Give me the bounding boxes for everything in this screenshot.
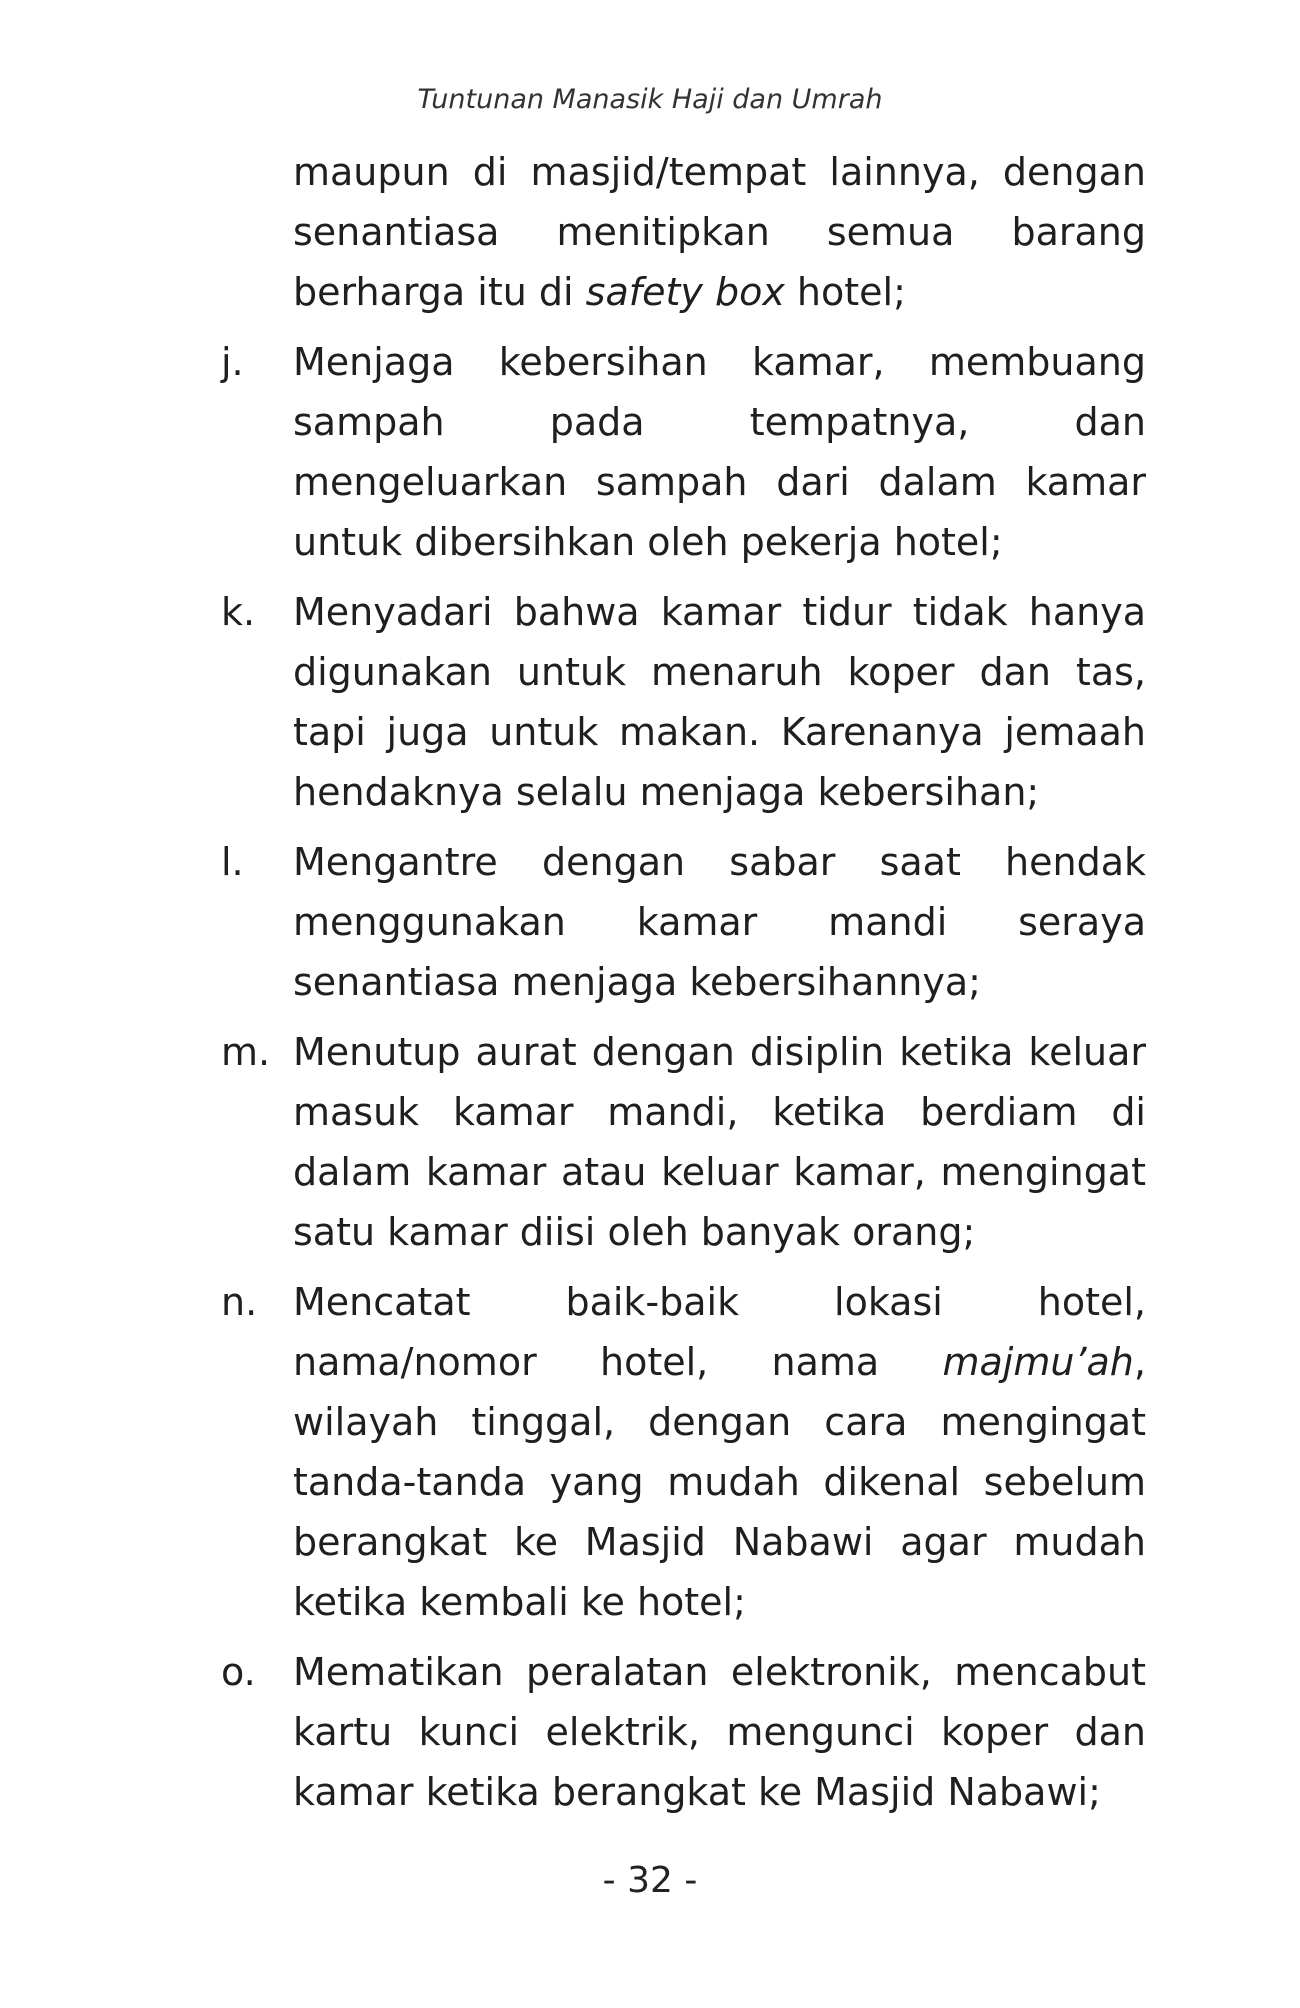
list-item-k [221,582,1146,822]
list-marker: j. [221,340,244,384]
page-number: - 32 - [602,1860,698,1901]
running-header: Tuntunan Manasik Haji dan Umrah [417,84,883,115]
list-marker: o. [221,1650,256,1694]
list-marker: n. [221,1280,258,1324]
list-item-j [221,332,1146,572]
list-item-text-end: , wilayah tinggal, dengan cara mengingat tanda-tanda yang mudah dikenal sebelum berangkat ke Masjid Nabawi agar mudah ketika kembali ke hotel; [293,1340,1146,1624]
list-item-text: Mematikan peralatan elektronik, mencabut kartu kunci elektrik, mengunci koper dan kamar ketika berangkat ke Masjid Nabawi; [293,1650,1146,1814]
intro-text-end: hotel; [784,270,906,314]
list-item-n [221,1272,1146,1632]
list-item-o [221,1642,1146,1822]
list-item-text: Mengantre dengan sabar saat hendak menggunakan kamar mandi seraya senantiasa menjaga kebersihannya; [293,840,1146,1004]
intro-italic-term: safety box [585,270,785,314]
list-item-italic-term: majmu’ah [942,1340,1134,1384]
list-item-l [221,832,1146,1012]
intro-text: maupun di masjid/tempat lainnya, dengan senantiasa menitipkan semua barang berharga itu di [293,150,1146,314]
list-item-text: Menyadari bahwa kamar tidur tidak hanya digunakan untuk menaruh koper dan tas, tapi juga untuk makan. Karenanya jemaah hendaknya selalu menjaga kebersihan; [293,590,1146,814]
list-item-text: Mencatat baik-baik lokasi hotel, nama/nomor hotel, nama [293,1280,1146,1384]
list-item-text: Menjaga kebersihan kamar, membuang sampah pada tempatnya, dan mengeluarkan sampah dari dalam kamar untuk dibersihkan oleh pekerja hotel; [293,340,1146,564]
list-marker: l. [221,840,244,884]
list-marker: k. [221,590,256,634]
list-item-text: Menutup aurat dengan disiplin ketika keluar masuk kamar mandi, ketika berdiam di dalam kamar atau keluar kamar, mengingat satu kamar diisi oleh banyak orang; [293,1030,1146,1254]
page-body [0,142,1300,1832]
list-item-m [221,1022,1146,1262]
list-marker: m. [221,1030,271,1074]
continued-paragraph [293,142,1146,322]
